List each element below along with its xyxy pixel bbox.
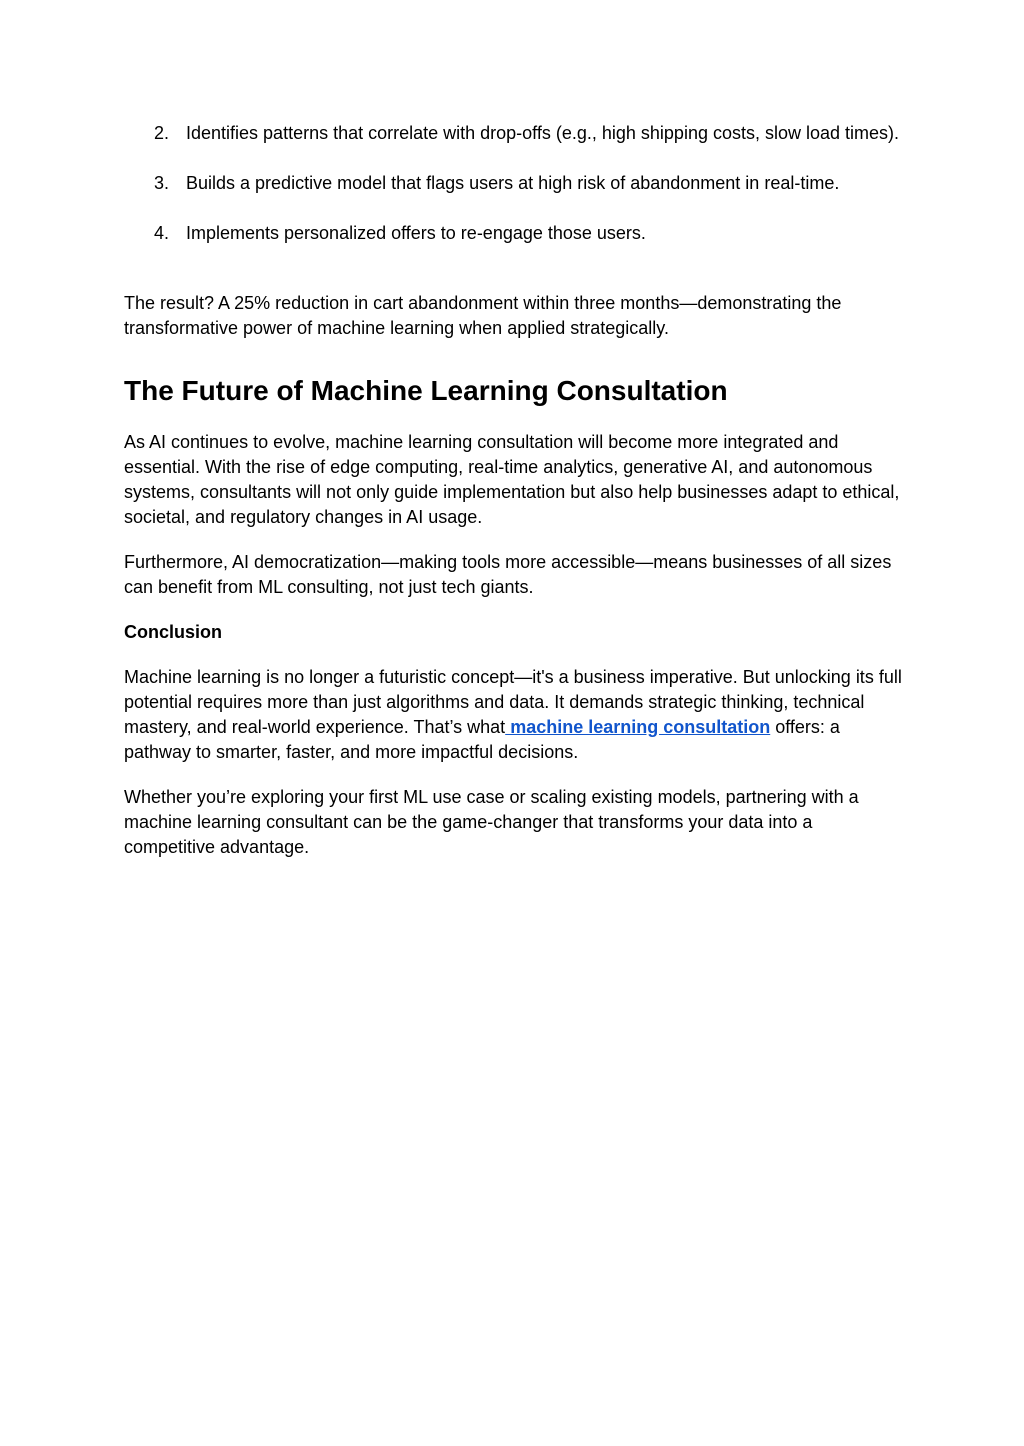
list-item-number: 3.	[154, 173, 170, 193]
list-item-number: 2.	[154, 123, 170, 143]
closing-paragraph: Whether you’re exploring your first ML use case or scaling existing models, partnering with a machine learning consultant can be the game-changer that transforms your data into a competitive advantage.	[124, 787, 859, 857]
list-item-text: Identifies patterns that correlate with drop-offs (e.g., high shipping costs, slow load times).	[186, 123, 900, 143]
ai-evolution-paragraph: As AI continues to evolve, machine learning consultation will become more integrated and essential. With the rise of edge computing, real-time analytics, generative AI, and autonomous systems, consultants will not only guide implementation but also help businesses adapt to ethical, societal, and regulatory changes in AI usage.	[124, 432, 900, 527]
conclusion-heading: Conclusion	[124, 622, 222, 642]
section-heading: The Future of Machine Learning Consultation	[124, 375, 728, 406]
conclusion-text-after-link: offers: a pathway to smarter, faster, and more impactful decisions.	[124, 717, 840, 762]
list-item	[124, 171, 904, 196]
list-item	[124, 121, 904, 146]
numbered-list	[124, 121, 904, 246]
result-paragraph: The result? A 25% reduction in cart abandonment within three months—demonstrating the transformative power of machine learning when applied strategically.	[124, 293, 842, 338]
list-item-text: Builds a predictive model that flags users at high risk of abandonment in real-time.	[186, 173, 840, 193]
list-item-text: Implements personalized offers to re-engage those users.	[186, 223, 646, 243]
conclusion-text-before-link: Machine learning is no longer a futuristic concept—it's a business imperative. But unlocking its full potential requires more than just algorithms and data. It demands strategic thinking, technical mastery, and real-world experience. That’s what	[124, 667, 902, 737]
list-item	[124, 221, 904, 246]
conclusion-paragraph	[124, 665, 904, 765]
democratization-paragraph: Furthermore, AI democratization—making tools more accessible—means businesses of all sizes can benefit from ML consulting, not just tech giants.	[124, 552, 892, 597]
machine-learning-consultation-link[interactable]: machine learning consultation	[505, 717, 771, 737]
list-item-number: 4.	[154, 223, 170, 243]
